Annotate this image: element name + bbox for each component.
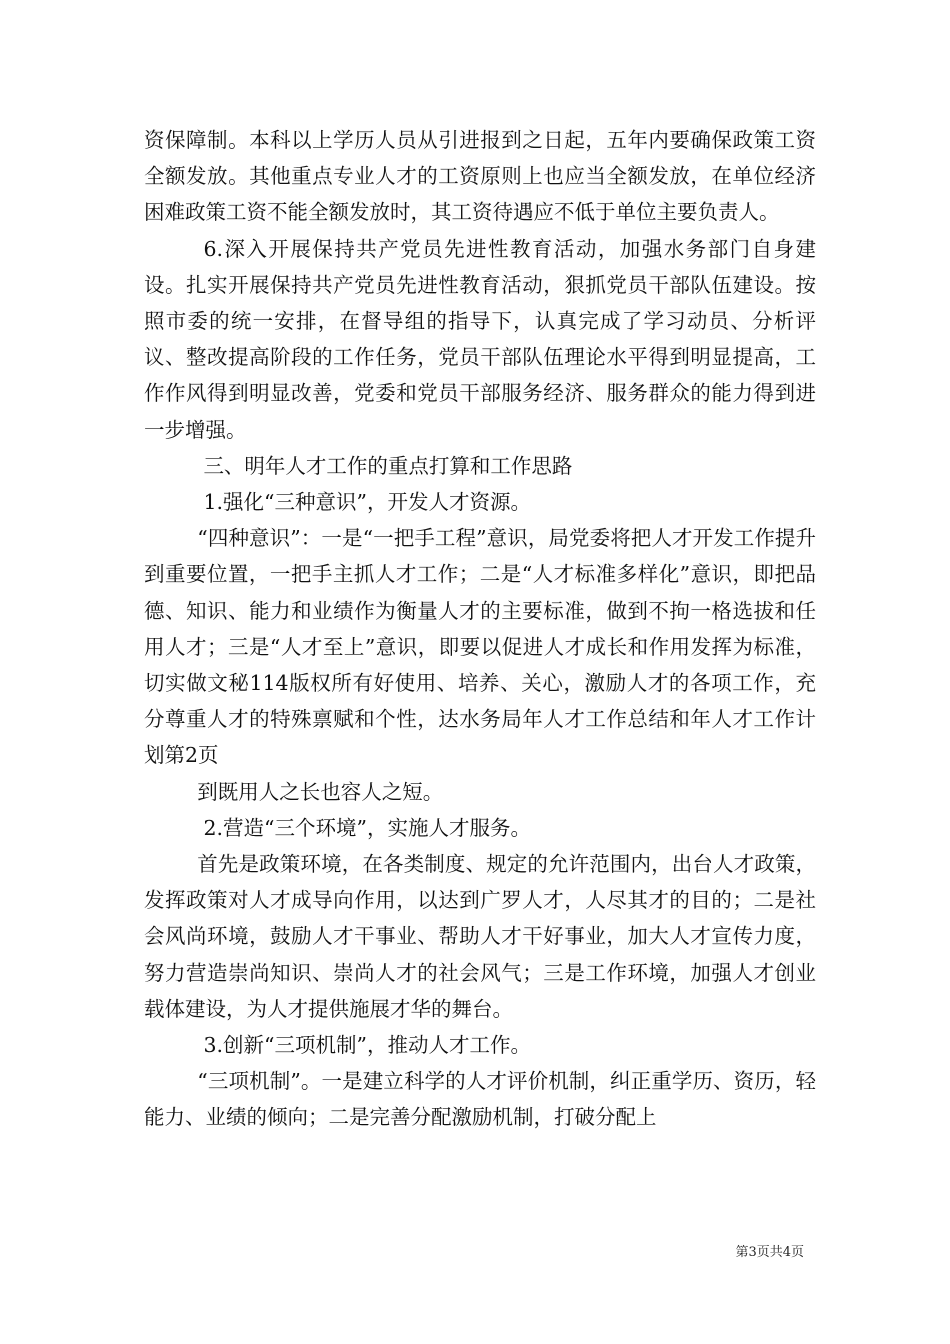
- subheading-item-2: 2.营造“三个环境”，实施人才服务。: [203, 815, 531, 840]
- subheading-item-1: 1.强化“三种意识”，开发人才资源。: [203, 490, 531, 515]
- paragraph-three-environments: 首先是政策环境，在各类制度、规定的允许范围内，出台人才政策，发挥政策对人才成导向作用，以达到广罗人才，人尽其才的目的；二是社会风尚环境，鼓励人才干事业、帮助人才干好事业，加大人才宣传力度，努力营造崇尚知识、崇尚人才的社会风气；三是工作环境，加强人才创业载体建设，为人才提供施展才华的舞台。: [144, 852, 816, 1021]
- section-heading-3: 三、明年人才工作的重点打算和工作思路: [203, 453, 573, 478]
- body-text: [144, 122, 816, 1136]
- paragraph-four-awareness: “四种意识”：一是“一把手工程”意识，局党委将把人才开发工作提升到重要位置，一把手主抓人才工作；二是“人才标准多样化”意识，即把品德、知识、能力和业绩作为衡量人才的主要标准，做到不拘一格选拔和任用人才；三是“人才至上”意识，即要以促进人才成长和作用发挥为标准，切实做文秘114版权所有好使用、培养、关心，激励人才的各项工作，充分尊重人才的特殊禀赋和个性，达水务局年人才工作总结和年人才工作计划第2页: [144, 526, 816, 768]
- paragraph-three-mechanisms: “三项机制”。一是建立科学的人才评价机制，纠正重学历、资历，轻能力、业绩的倾向；二是完善分配激励机制，打破分配上: [144, 1069, 816, 1130]
- paragraph-item-6: 6.深入开展保持共产党员先进性教育活动，加强水务部门自身建设。扎实开展保持共产党员先进性教育活动，狠抓党员干部队伍建设。按照市委的统一安排，在督导组的指导下，认真完成了学习动员、分析评议、整改提高阶段的工作任务，党员干部队伍理论水平得到明显提高，工作作风得到明显改善，党委和党员干部服务经济、服务群众的能力得到进一步增强。: [144, 236, 816, 442]
- paragraph-salary-guarantee: 资保障制。本科以上学历人员从引进报到之日起，五年内要确保政策工资全额发放。其他重点专业人才的工资原则上也应当全额发放，在单位经济困难政策工资不能全额发放时，其工资待遇应不低于单位主要负责人。: [144, 128, 816, 225]
- subheading-item-3: 3.创新“三项机制”，推动人才工作。: [203, 1033, 531, 1058]
- paragraph-continuation: 到既用人之长也容人之短。: [197, 779, 444, 804]
- page-number: 第3页共4页: [735, 1245, 804, 1260]
